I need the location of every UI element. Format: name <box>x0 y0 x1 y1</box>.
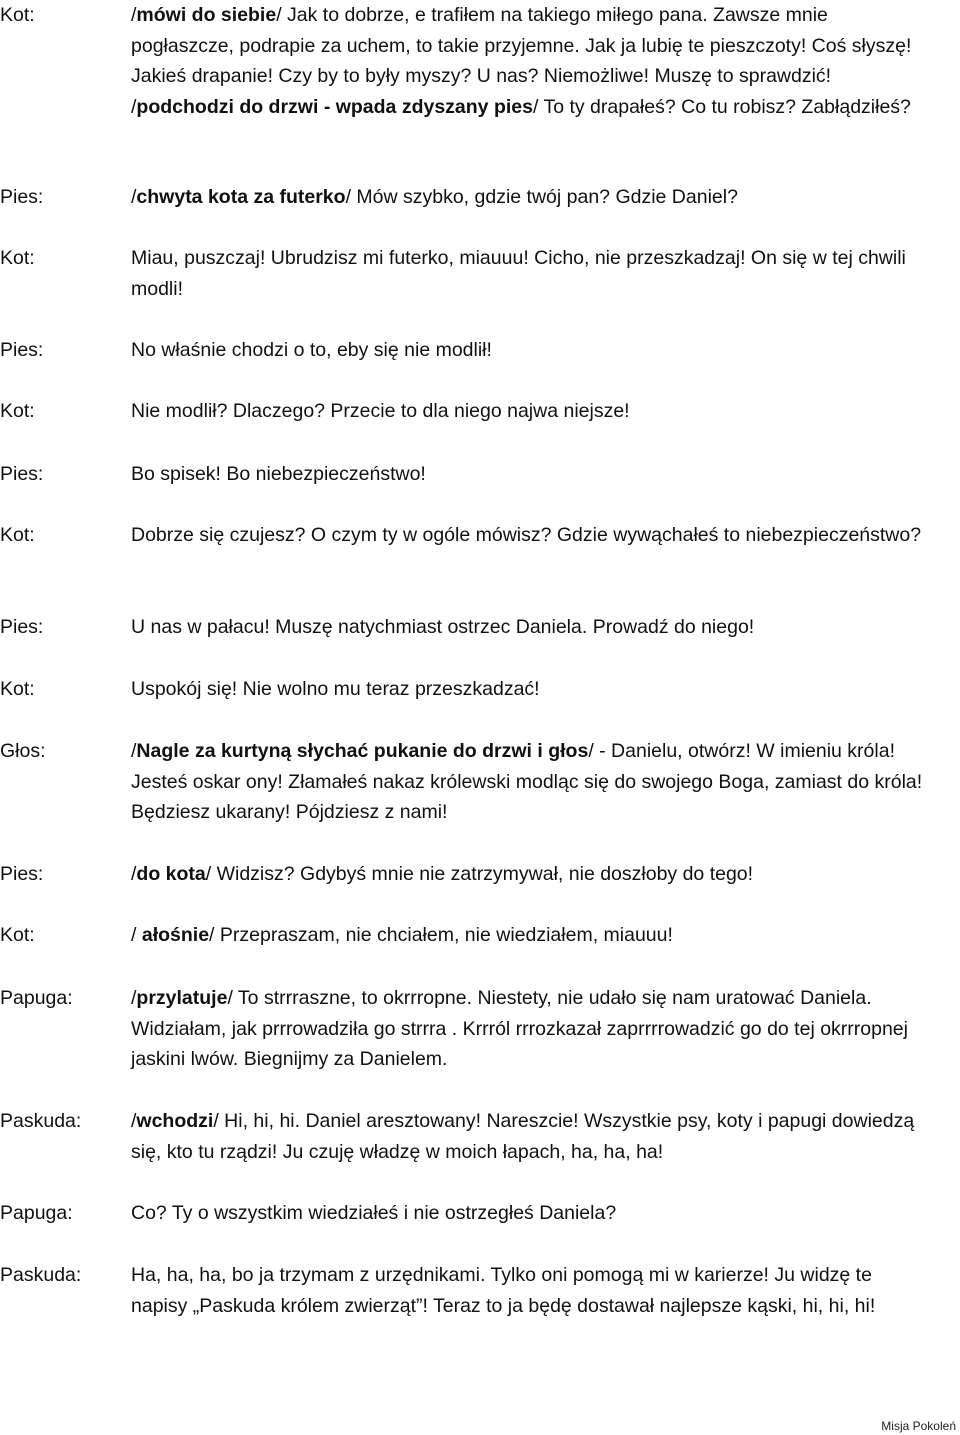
line-text: Miau, puszczaj! Ubrudzisz mi futerko, miauuu! Cicho, nie przeszkadzaj! On się w tej chwili modli! <box>131 247 906 300</box>
speaker-name: Papuga: <box>0 987 73 1009</box>
speaker-name: Kot: <box>0 678 35 700</box>
speaker-name: Paskuda: <box>0 1110 82 1132</box>
line-text: Uspokój się! Nie wolno mu teraz przeszkadzać! <box>131 678 540 700</box>
speaker-name: Kot: <box>0 400 35 422</box>
stage-direction: mówi do siebie <box>136 4 277 26</box>
line-text: /wchodzi/ Hi, hi, hi. Daniel aresztowany! Nareszcie! Wszystkie psy, koty i papugi dowiedzą się, kto tu rządzi! Ju czuję władzę w moich łapach, ha, ha, ha! <box>131 1110 915 1163</box>
line-text: /mówi do siebie/ Jak to dobrze, e trafiłem na takiego miłego pana. Zawsze mnie pogłaszcze, podrapie za uchem, to takie przyjemne. Jak ja lubię te pieszczoty! Coś słyszę! Jakieś drapanie! Czy by to były myszy? U nas? Niemożliwe! Muszę to sprawdzić! /podchodzi do drzwi - wpada zdyszany pies/ To ty drapałeś? Co tu robisz? Zabłądziłeś? <box>131 4 912 118</box>
line-text: Ha, ha, ha, bo ja trzymam z urzędnikami. Tylko oni pomogą mi w karierze! Ju widzę te napisy „Paskuda królem zwierząt”! Teraz to ja będę dostawał najlepsze kąski, hi, hi, hi! <box>131 1264 876 1317</box>
stage-direction: wchodzi <box>136 1110 214 1132</box>
speaker-name: Kot: <box>0 924 35 946</box>
stage-direction: podchodzi do drzwi - wpada zdyszany pies <box>136 95 533 118</box>
speaker-name: Papuga: <box>0 1202 73 1224</box>
line-text: U nas w pałacu! Muszę natychmiast ostrzec Daniela. Prowadź do niego! <box>131 616 755 638</box>
stage-direction: przylatuje <box>136 987 228 1009</box>
line-text: /do kota/ Widzisz? Gdybyś mnie nie zatrzymywał, nie doszłoby do tego! <box>131 863 754 885</box>
speaker-name: Pies: <box>0 616 44 638</box>
line-text: Co? Ty o wszystkim wiedziałeś i nie ostrzegłeś Daniela? <box>131 1202 617 1224</box>
speaker-name: Pies: <box>0 339 44 361</box>
speaker-name: Paskuda: <box>0 1264 82 1286</box>
speaker-name: Pies: <box>0 186 44 208</box>
line-text: /Nagle za kurtyną słychać pukanie do drzwi i głos/ - Danielu, otwórz! W imieniu króla! Jesteś oskar ony! Złamałeś nakaz królewski modląc się do swojego Boga, zamiast do króla! Będziesz ukarany! Pójdziesz z nami! <box>131 740 923 823</box>
line-text: /przylatuje/ To strrraszne, to okrrropne. Niestety, nie udało się nam uratować Daniela. Widziałam, jak prrrowadziła go strrra . Krrról rrrozkazał zaprrrrowadzić go do tej okrrropnej jaskini lwów. Biegnijmy za Danielem. <box>131 987 908 1070</box>
line-text: Bo spisek! Bo niebezpieczeństwo! <box>131 463 426 485</box>
speaker-name: Kot: <box>0 524 35 546</box>
line-text: No właśnie chodzi o to, eby się nie modlił! <box>131 339 492 361</box>
line-text: / ałośnie/ Przepraszam, nie chciałem, nie wiedziałem, miauuu! <box>131 924 673 946</box>
stage-direction: do kota <box>136 863 206 885</box>
footer-brand: Misja Pokoleń <box>881 1419 956 1433</box>
stage-direction: Nagle za kurtyną słychać pukanie do drzwi i głos <box>136 740 589 762</box>
stage-direction: chwyta kota za futerko <box>136 186 346 208</box>
speaker-name: Kot: <box>0 4 35 26</box>
line-text: Nie modlił? Dlaczego? Przecie to dla niego najwa niejsze! <box>131 400 630 422</box>
speaker-name: Pies: <box>0 863 44 885</box>
line-text: /chwyta kota za futerko/ Mów szybko, gdzie twój pan? Gdzie Daniel? <box>131 186 738 208</box>
speaker-name: Głos: <box>0 740 46 762</box>
stage-direction: ałośnie <box>141 924 210 946</box>
line-text: Dobrze się czujesz? O czym ty w ogóle mówisz? Gdzie wywąchałeś to niebezpieczeństwo? <box>131 524 922 546</box>
speaker-name: Pies: <box>0 463 44 485</box>
speaker-name: Kot: <box>0 247 35 269</box>
